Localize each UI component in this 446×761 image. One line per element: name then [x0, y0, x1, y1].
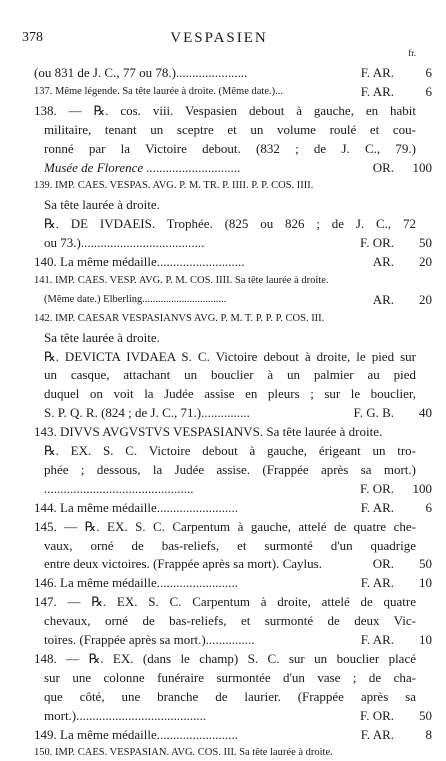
metal-grade: OR. [372, 556, 394, 572]
catalogue-line [0, 385, 446, 402]
catalogue-line [0, 631, 446, 648]
catalogue-line [0, 64, 446, 81]
line-text: phée ; dessous, la Judée assise. (Frappée après sa mort.) [44, 461, 416, 477]
price-francs: 6 [425, 499, 432, 515]
line-text: ou 73.)...................................... [44, 235, 205, 251]
line-text: mort.)........................................ [44, 707, 207, 723]
line-text: Sa tête laurée à droite. [44, 329, 160, 345]
catalogue-line [0, 348, 446, 365]
catalogue-line [0, 555, 446, 572]
metal-grade: F. AR. [360, 499, 394, 515]
metal-grade: F. AR. [360, 575, 394, 591]
line-text: ronné par la Victoire debout. (832 ; de J. C., 79.) [44, 140, 416, 156]
line-text: militaire, tenant un sceptre et un volume roulé et cou- [44, 121, 416, 137]
catalogue-line [0, 310, 446, 327]
catalogue-line [0, 499, 446, 516]
metal-grade: F. AR. [360, 83, 394, 99]
catalogue-line [0, 253, 446, 270]
catalogue-line [0, 650, 446, 667]
catalogue-line [0, 461, 446, 478]
catalogue-line [0, 726, 446, 743]
line-text: (Même date.) Elberling................................ [44, 293, 227, 305]
price-francs: 50 [419, 235, 432, 251]
metal-grade: F. OR. [360, 707, 394, 723]
metal-grade: F. OR. [360, 235, 394, 251]
catalogue-line [0, 159, 446, 176]
price-francs: 100 [412, 159, 432, 175]
line-text: 139. IMP. CAES. VESPAS. AVG. P. M. TR. P. IIII. P. P. COS. IIII. [34, 180, 314, 192]
catalogue-line [0, 669, 446, 686]
price-francs: 6 [425, 83, 432, 99]
line-text: ℞. DEVICTA IVDAEA S. C. Victoire debout à droite, le pied sur [44, 348, 416, 364]
line-text: vaux, orné de bas-reliefs, et surmonté d'un quadrige [44, 537, 416, 553]
catalogue-line [0, 744, 446, 761]
line-text: 142. IMP. CAESAR VESPASIANVS AVG. P. M. T. P. P. P. COS. III. [34, 312, 325, 324]
catalogue-line [0, 480, 446, 497]
line-text: 143. DIVVS AVGVSTVS VESPASIANVS. Sa tête laurée à droite. [34, 424, 383, 440]
catalogue-line [0, 518, 446, 535]
catalogue-line [0, 366, 446, 383]
line-text: 141. IMP. CAES. VESP. AVG. P. M. COS. IIII. Sa tête laurée à droite. [34, 274, 329, 286]
metal-grade: AR. [372, 291, 394, 307]
catalogue-line [0, 593, 446, 610]
line-text: un casque, attachant un bouclier à un palmier au pied [44, 367, 416, 383]
price-francs: 6 [425, 65, 432, 80]
catalogue-line [0, 442, 446, 459]
line-text: 138. — ℞. cos. viii. Vespasien debout à gauche, en habit [34, 102, 416, 118]
line-text: .............................................. [44, 480, 194, 496]
line-text: chevaux, orné de bas-reliefs, et surmonté de deux Vic- [44, 613, 416, 629]
price-francs: 40 [419, 405, 432, 421]
price-francs: 10 [419, 632, 432, 647]
line-text: 150. IMP. CAES. VESPASIAN. AVG. COS. III. Sa tête laurée à droite. [34, 747, 333, 759]
line-text: 149. La même médaille......................... [34, 726, 238, 742]
line-text: Sa tête laurée à droite. [44, 197, 160, 213]
line-text: 147. — ℞. EX. S. C. Carpentum à droite, attelé de quatre [34, 594, 416, 610]
page-number: 378 [22, 30, 43, 45]
catalogue-line [0, 612, 446, 629]
metal-grade: F. G. B. [353, 405, 394, 421]
line-text: toires. (Frappée après sa mort.)............... [44, 632, 255, 647]
metal-grade: F. OR. [360, 480, 394, 496]
line-text: 145. — ℞. EX. S. C. Carpentum à gauche, attelé de quatre che- [34, 518, 416, 534]
price-francs: 20 [419, 291, 432, 307]
line-text: sur une colonne funéraire surmontée d'un vase ; de cha- [44, 669, 416, 685]
catalogue-line [0, 423, 446, 440]
line-text: Musée de Florence ............................. [44, 159, 241, 175]
price-francs: 10 [419, 575, 432, 591]
line-text: 144. La même médaille......................... [34, 499, 238, 515]
catalogue-line [0, 574, 446, 591]
catalogue-line [0, 272, 446, 289]
line-text: 137. Même légende. Sa tête laurée à droite. (Même date.)... [34, 85, 283, 97]
line-text: ℞. EX. S. C. Victoire debout à gauche, érigeant un tro- [44, 443, 416, 458]
page-header [22, 30, 416, 58]
catalogue-line [0, 140, 446, 157]
catalogue-line [0, 196, 446, 213]
metal-grade: F. AR. [360, 65, 394, 80]
catalogue-line [0, 291, 446, 308]
catalogue-line [0, 234, 446, 251]
line-text: duquel on voit la Judée assise en pleurs ; sur le bouclier, [44, 386, 416, 402]
catalogue-line [0, 707, 446, 724]
running-title: VESPASIEN [170, 30, 268, 46]
catalogue-line [0, 329, 446, 346]
line-text: 148. — ℞. EX. (dans le champ) S. C. sur un bouclier placé [34, 650, 416, 666]
line-text: 146. La même médaille......................... [34, 575, 238, 591]
metal-grade: F. AR. [360, 726, 394, 742]
price-column-label: fr. [408, 48, 416, 58]
metal-grade: F. AR. [360, 632, 394, 647]
catalogue-line [0, 537, 446, 554]
metal-grade: OR. [372, 159, 394, 175]
price-francs: 50 [419, 556, 432, 572]
line-text: 140. La même médaille........................... [34, 254, 245, 269]
catalogue-line [0, 215, 446, 232]
catalogue-line [0, 121, 446, 138]
line-text: S. P. Q. R. (824 ; de J. C., 71.)............... [44, 405, 250, 421]
price-francs: 8 [425, 726, 432, 742]
price-francs: 50 [419, 707, 432, 723]
line-text: ℞. DE IVDAEIS. Trophée. (825 ou 826 ; de J. C., 72 [44, 216, 416, 232]
line-text: que côté, une branche de laurier. (Frappée après sa [44, 688, 416, 704]
line-text: entre deux victoires. (Frappée après sa mort). Caylus. [44, 556, 322, 572]
catalogue-line [0, 688, 446, 705]
price-francs: 20 [419, 254, 432, 269]
price-francs: 100 [412, 480, 432, 496]
metal-grade: AR. [372, 254, 394, 269]
catalogue-line [0, 404, 446, 421]
line-text: (ou 831 de J. C., 77 ou 78.)...................... [34, 65, 248, 80]
catalogue-line [0, 83, 446, 100]
catalogue-line [0, 102, 446, 119]
catalogue-line [0, 177, 446, 194]
